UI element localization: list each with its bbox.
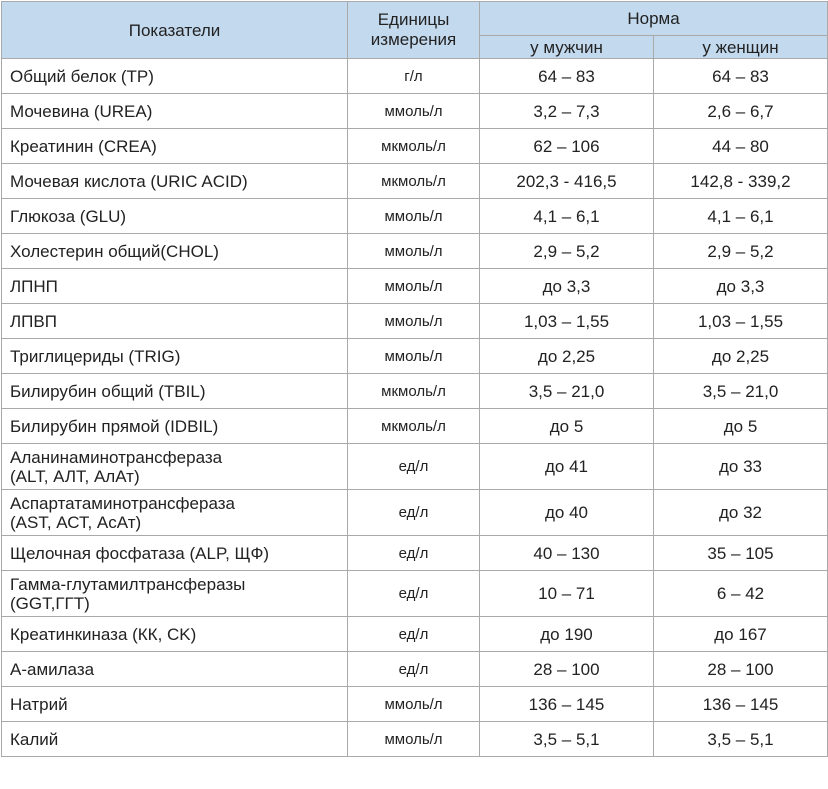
row-unit: ммоль/л (348, 269, 480, 304)
table-row (2, 687, 828, 722)
row-norm-women: 64 – 83 (654, 59, 828, 94)
row-name: Гамма-глутамилтрансферазы (GGT,ГГТ) (2, 571, 348, 617)
row-name: Мочевина (UREA) (2, 94, 348, 129)
row-name: Калий (2, 722, 348, 757)
row-norm-men: до 40 (480, 490, 654, 536)
table-row (2, 536, 828, 571)
row-name: Мочевая кислота (URIC ACID) (2, 164, 348, 199)
row-name: Креатинин (CREA) (2, 129, 348, 164)
row-name: Триглицериды (TRIG) (2, 339, 348, 374)
row-norm-women: 1,03 – 1,55 (654, 304, 828, 339)
row-name: Билирубин общий (TBIL) (2, 374, 348, 409)
row-unit: ед/л (348, 490, 480, 536)
row-norm-women: 2,9 – 5,2 (654, 234, 828, 269)
row-norm-men: до 5 (480, 409, 654, 444)
row-unit: ммоль/л (348, 304, 480, 339)
table-row (2, 652, 828, 687)
row-unit: ед/л (348, 444, 480, 490)
row-norm-women: до 2,25 (654, 339, 828, 374)
row-norm-men: до 41 (480, 444, 654, 490)
row-norm-women: до 32 (654, 490, 828, 536)
row-norm-women: 2,6 – 6,7 (654, 94, 828, 129)
row-unit: ммоль/л (348, 94, 480, 129)
row-unit: ед/л (348, 536, 480, 571)
row-unit: ед/л (348, 652, 480, 687)
table-row (2, 269, 828, 304)
row-unit: ммоль/л (348, 687, 480, 722)
row-norm-women: 6 – 42 (654, 571, 828, 617)
row-norm-men: 2,9 – 5,2 (480, 234, 654, 269)
table-row (2, 409, 828, 444)
header-women: у женщин (654, 36, 828, 59)
row-norm-men: 3,2 – 7,3 (480, 94, 654, 129)
table-row (2, 339, 828, 374)
row-unit: ммоль/л (348, 339, 480, 374)
header-norm: Норма (480, 2, 828, 36)
row-norm-men: до 2,25 (480, 339, 654, 374)
row-unit: ммоль/л (348, 722, 480, 757)
row-norm-men: до 3,3 (480, 269, 654, 304)
table-body (2, 59, 828, 757)
table-row (2, 164, 828, 199)
row-norm-men: 3,5 – 5,1 (480, 722, 654, 757)
row-norm-women: до 33 (654, 444, 828, 490)
row-name: А-амилаза (2, 652, 348, 687)
row-norm-men: 136 – 145 (480, 687, 654, 722)
row-name: Креатинкиназа (КК, CK) (2, 617, 348, 652)
row-name: Билирубин прямой (IDBIL) (2, 409, 348, 444)
table-row (2, 234, 828, 269)
table-row (2, 94, 828, 129)
row-name: Глюкоза (GLU) (2, 199, 348, 234)
row-norm-men: 64 – 83 (480, 59, 654, 94)
row-unit: ммоль/л (348, 234, 480, 269)
row-unit: мкмоль/л (348, 409, 480, 444)
table-row (2, 199, 828, 234)
header-indicators: Показатели (2, 2, 348, 59)
row-name: ЛПВП (2, 304, 348, 339)
header-men: у мужчин (480, 36, 654, 59)
table-row (2, 129, 828, 164)
row-unit: ммоль/л (348, 199, 480, 234)
row-norm-men: 1,03 – 1,55 (480, 304, 654, 339)
row-unit: мкмоль/л (348, 374, 480, 409)
table-row (2, 571, 828, 617)
row-norm-women: 4,1 – 6,1 (654, 199, 828, 234)
row-norm-women: 3,5 – 5,1 (654, 722, 828, 757)
row-name: Натрий (2, 687, 348, 722)
lab-norms-table (1, 1, 828, 757)
row-norm-men: 28 – 100 (480, 652, 654, 687)
table-row (2, 444, 828, 490)
row-norm-women: 3,5 – 21,0 (654, 374, 828, 409)
row-unit: мкмоль/л (348, 129, 480, 164)
header-units: Единицы измерения (348, 2, 480, 59)
row-name: Аланинаминотрансфераза (ALT, АЛТ, АлАт) (2, 444, 348, 490)
row-name: Холестерин общий(CHOL) (2, 234, 348, 269)
row-unit: ед/л (348, 571, 480, 617)
row-norm-women: до 5 (654, 409, 828, 444)
row-norm-women: 35 – 105 (654, 536, 828, 571)
row-norm-men: 62 – 106 (480, 129, 654, 164)
row-name: ЛПНП (2, 269, 348, 304)
table-header (2, 2, 828, 59)
row-norm-men: 40 – 130 (480, 536, 654, 571)
table-row (2, 722, 828, 757)
row-norm-men: 202,3 - 416,5 (480, 164, 654, 199)
row-unit: г/л (348, 59, 480, 94)
table-row (2, 617, 828, 652)
table-row (2, 490, 828, 536)
row-norm-women: 142,8 - 339,2 (654, 164, 828, 199)
row-norm-women: 44 – 80 (654, 129, 828, 164)
table-row (2, 374, 828, 409)
row-norm-women: до 167 (654, 617, 828, 652)
row-unit: ед/л (348, 617, 480, 652)
row-norm-women: 28 – 100 (654, 652, 828, 687)
row-name: Общий белок (TP) (2, 59, 348, 94)
row-norm-men: 4,1 – 6,1 (480, 199, 654, 234)
row-name: Щелочная фосфатаза (ALP, ЩФ) (2, 536, 348, 571)
row-norm-women: 136 – 145 (654, 687, 828, 722)
row-norm-women: до 3,3 (654, 269, 828, 304)
row-norm-men: до 190 (480, 617, 654, 652)
table-row (2, 304, 828, 339)
row-norm-men: 10 – 71 (480, 571, 654, 617)
row-unit: мкмоль/л (348, 164, 480, 199)
row-name: Аспартатаминотрансфераза (AST, АСТ, АсАт) (2, 490, 348, 536)
table-row (2, 59, 828, 94)
row-norm-men: 3,5 – 21,0 (480, 374, 654, 409)
